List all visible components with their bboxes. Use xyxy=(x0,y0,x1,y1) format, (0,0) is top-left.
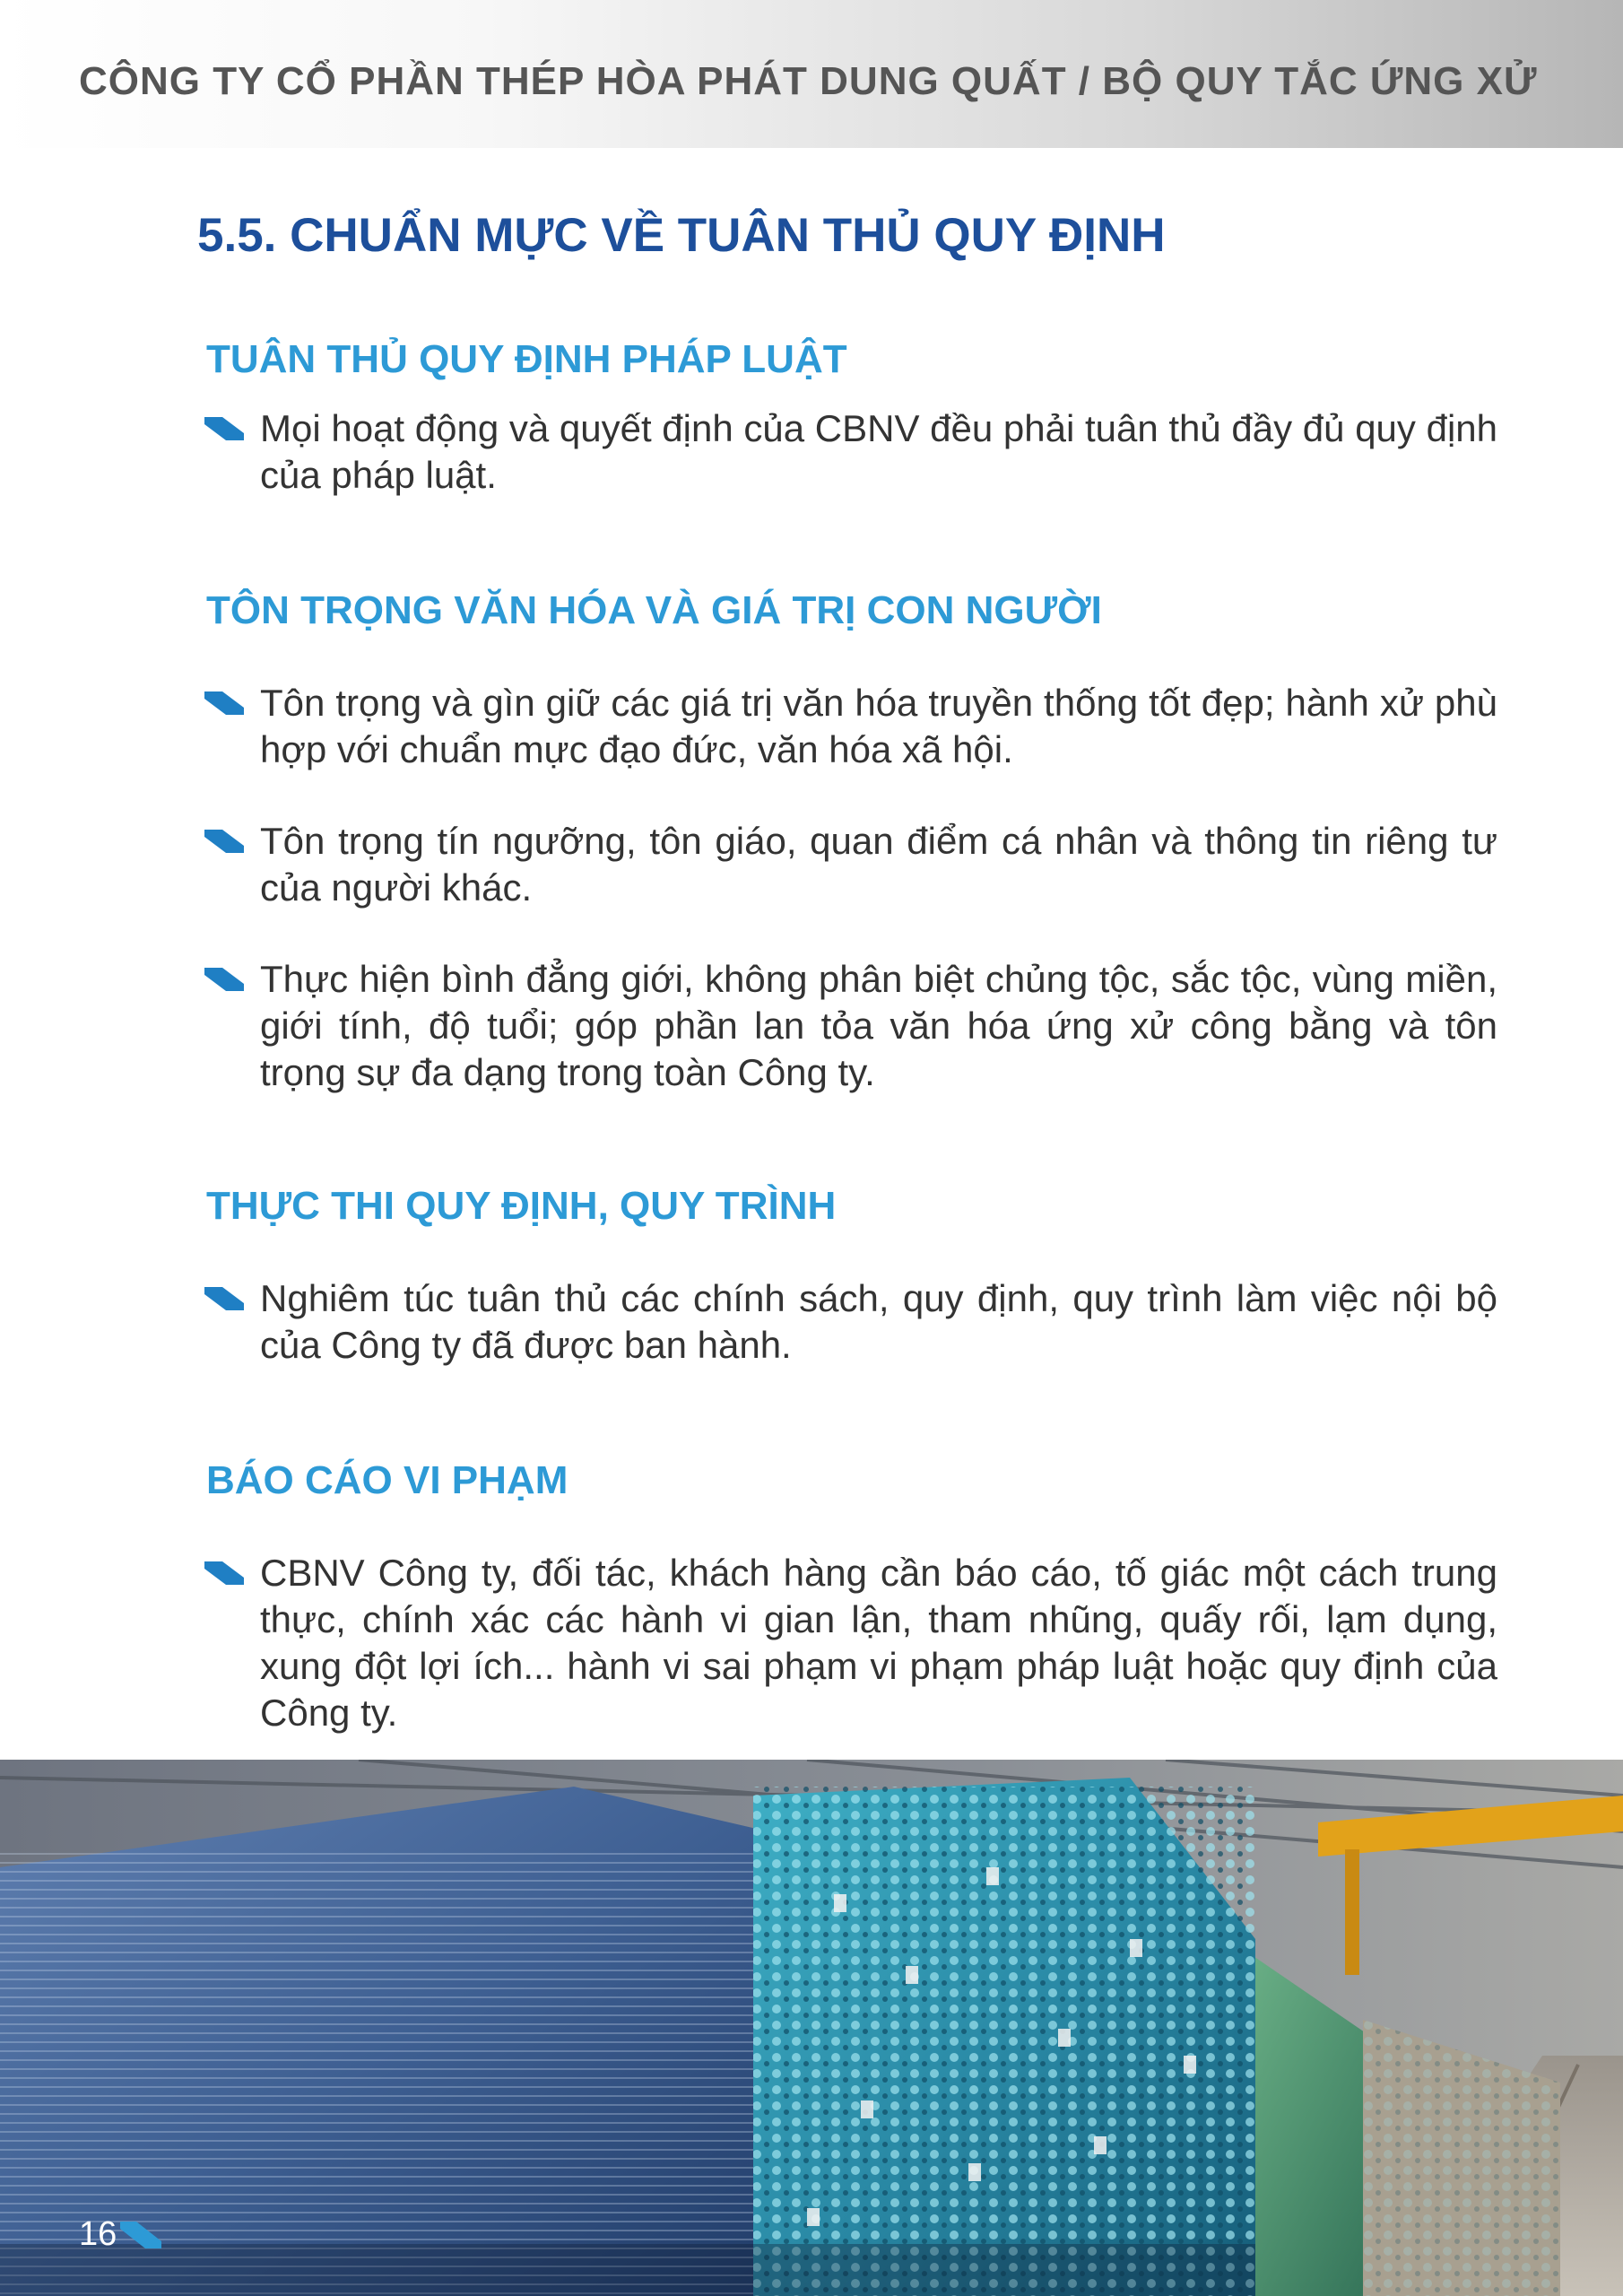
diagonal-arrow-icon xyxy=(204,680,260,726)
bullet-item xyxy=(204,1550,1497,1736)
diagonal-arrow-icon xyxy=(204,1275,260,1322)
header-title: CÔNG TY CỔ PHẦN THÉP HÒA PHÁT DUNG QUẤT / BỘ QUY TẮC ỨNG XỬ xyxy=(79,59,1538,103)
diagonal-arrow-icon xyxy=(204,1550,260,1596)
bullet-text: CBNV Công ty, đối tác, khách hàng cần báo cáo, tố giác một cách trung thực, chính xác các hành vi gian lận, tham nhũng, quấy rối, lạm dụng, xung đột lợi ích... hành vi sai phạm vi phạm pháp luật hoặc quy định của Công ty. xyxy=(260,1552,1497,1734)
subsection-heading-legal: TUÂN THỦ QUY ĐỊNH PHÁP LUẬT xyxy=(206,337,847,381)
diagonal-arrow-icon xyxy=(204,956,260,1003)
page-number-text: 16 xyxy=(79,2215,117,2253)
bullet-text: Tôn trọng và gìn giữ các giá trị văn hóa truyền thống tốt đẹp; hành xử phù hợp với chuẩn mực đạo đức, văn hóa xã hội. xyxy=(260,682,1497,770)
subsection-heading-regulations: THỰC THI QUY ĐỊNH, QUY TRÌNH xyxy=(206,1184,837,1228)
bullet-text: Tôn trọng tín ngưỡng, tôn giáo, quan điểm cá nhân và thông tin riêng tư của người khác. xyxy=(260,820,1497,909)
diagonal-arrow-icon xyxy=(204,405,260,452)
subsection-heading-culture: TÔN TRỌNG VĂN HÓA VÀ GIÁ TRỊ CON NGƯỜI xyxy=(206,588,1102,632)
bullet-item xyxy=(204,1275,1497,1369)
page-arrow-icon xyxy=(120,2222,161,2248)
page-number xyxy=(79,2215,161,2254)
bullet-item xyxy=(204,405,1497,499)
page-header xyxy=(0,0,1623,148)
bullet-item xyxy=(204,818,1497,911)
bullet-item xyxy=(204,680,1497,773)
section-title: 5.5. CHUẨN MỰC VỀ TUÂN THỦ QUY ĐỊNH xyxy=(197,209,1166,262)
bullet-text: Nghiêm túc tuân thủ các chính sách, quy định, quy trình làm việc nội bộ của Công ty đã được ban hành. xyxy=(260,1277,1497,1366)
diagonal-arrow-icon xyxy=(204,818,260,865)
bullet-text: Thực hiện bình đẳng giới, không phân biệt chủng tộc, sắc tộc, vùng miền, giới tính, độ tuổi; góp phần lan tỏa văn hóa ứng xử công bằng và tôn trọng sự đa dạng trong toàn Công ty. xyxy=(260,958,1497,1093)
bullet-item xyxy=(204,956,1497,1096)
bullet-text: Mọi hoạt động và quyết định của CBNV đều phải tuân thủ đầy đủ quy định của pháp luật. xyxy=(260,407,1497,496)
steel-warehouse-photo xyxy=(0,1760,1623,2296)
subsection-heading-report: BÁO CÁO VI PHẠM xyxy=(206,1458,568,1502)
